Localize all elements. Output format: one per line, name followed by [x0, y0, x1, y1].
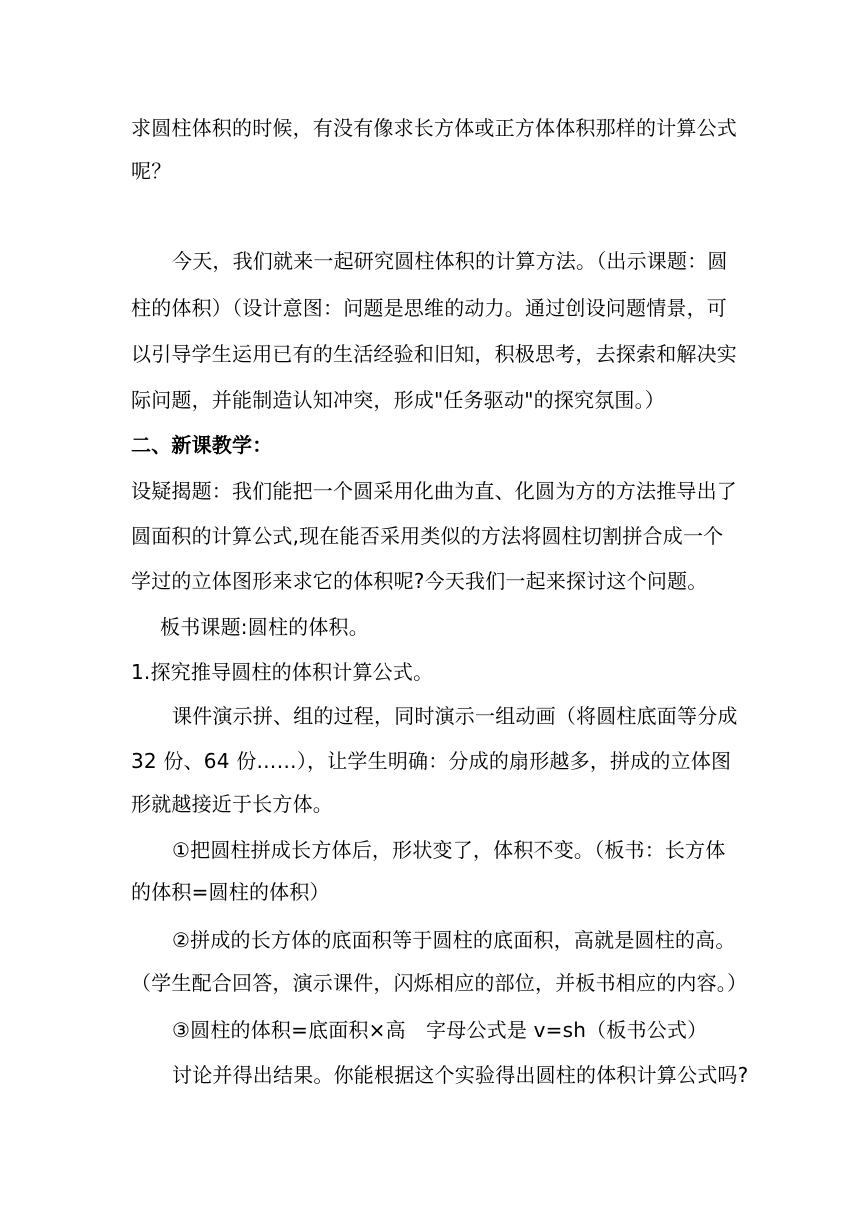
paragraph-line: 求圆柱体积的时候，有没有像求长方体或正方体体积那样的计算公式 [131, 116, 737, 140]
paragraph-line: 圆面积的计算公式,现在能否采用类似的方法将圆柱切割拼合成一个 [131, 524, 724, 548]
paragraph-line: 柱的体积）（设计意图：问题是思维的动力。通过创设问题情景，可 [131, 296, 727, 320]
paragraph-line: ②拼成的长方体的底面积等于圆柱的底面积，高就是圆柱的高。 [172, 928, 736, 952]
paragraph-line: 的体积=圆柱的体积） [131, 880, 330, 904]
paragraph-line: 学过的立体图形来求它的体积呢?今天我们一起来探讨这个问题。 [131, 569, 708, 593]
paragraph-line: 设疑揭题：我们能把一个圆采用化曲为直、化圆为方的方法推导出了 [131, 479, 737, 503]
paragraph-line: 呢？ [131, 159, 172, 183]
section-heading: 二、新课教学： [131, 433, 273, 457]
paragraph-line: 讨论并得出结果。你能根据这个实验得出圆柱的体积计算公式吗? [172, 1063, 749, 1087]
paragraph-line: 板书课题:圆柱的体积。 [160, 615, 369, 639]
paragraph-line: 课件演示拼、组的过程，同时演示一组动画（将圆柱底面等分成 [172, 704, 738, 728]
paragraph-line: 以引导学生运用已有的生活经验和旧知，积极思考，去探索和解决实 [131, 342, 737, 366]
paragraph-line: ①把圆柱拼成长方体后，形状变了，体积不变。（板书：长方体 [172, 838, 726, 862]
paragraph-line: 1.探究推导圆柱的体积计算公式。 [131, 660, 434, 684]
paragraph-line: 今天，我们就来一起研究圆柱体积的计算方法。（出示课题：圆 [172, 249, 728, 273]
paragraph-line: （学生配合回答，演示课件，闪烁相应的部位，并板书相应的内容。） [131, 971, 748, 995]
paragraph-line: 际问题，并能制造认知冲突，形成"任务驱动"的探究氛围。） [131, 388, 665, 412]
paragraph-line: ③圆柱的体积=底面积×高 字母公式是 v=sh（板书公式） [172, 1018, 708, 1042]
paragraph-line: 形就越接近于长方体。 [131, 792, 333, 816]
paragraph-line: 32 份、64 份……），让学生明确：分成的扇形越多，拼成的立体图 [131, 749, 732, 773]
